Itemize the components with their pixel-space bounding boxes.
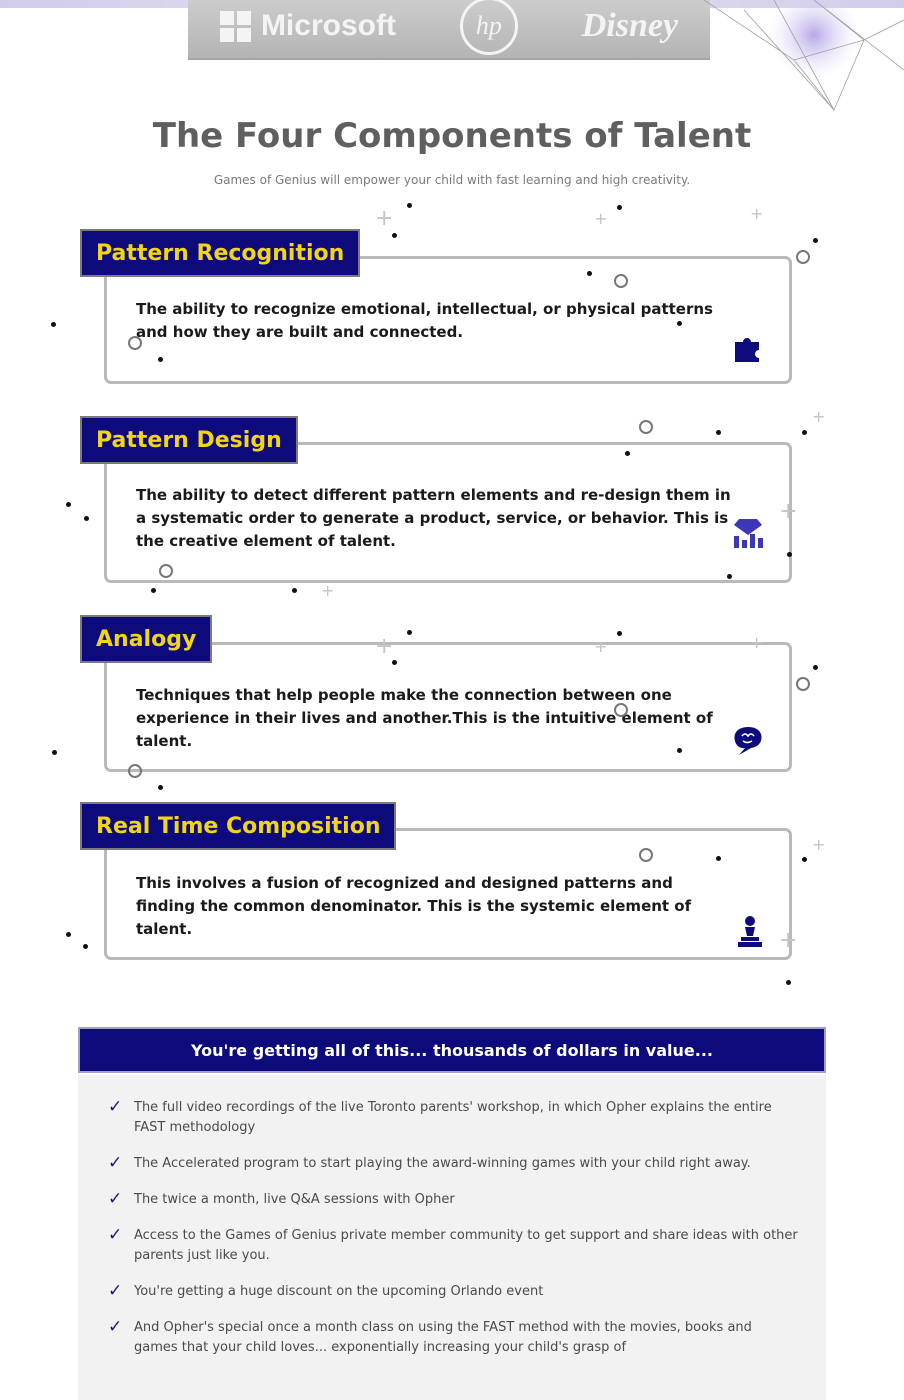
checkmark-icon: ✓ bbox=[108, 1153, 123, 1173]
disney-logo-text: Disney bbox=[581, 7, 679, 44]
component-title-real-time-composition: Real Time Composition bbox=[80, 802, 396, 850]
component-description-analogy: Techniques that help people make the connection between one experience in their lives and another.This is the intuitive element of talent. bbox=[136, 686, 713, 750]
windows-icon bbox=[220, 11, 251, 42]
benefit-item bbox=[108, 1098, 798, 1138]
geometric-decoration bbox=[704, 0, 904, 120]
value-banner: You're getting all of this... thousands of dollars in value... bbox=[78, 1027, 826, 1073]
component-description-real-time-composition: This involves a fusion of recognized and designed patterns and finding the common denominator. This is the systemic element of talent. bbox=[136, 874, 692, 938]
benefit-item bbox=[108, 1154, 798, 1174]
brain-bubble-icon bbox=[731, 724, 765, 758]
benefit-item bbox=[108, 1282, 798, 1302]
checkmark-icon: ✓ bbox=[108, 1317, 123, 1337]
benefit-item bbox=[108, 1190, 798, 1210]
component-title-pattern-design: Pattern Design bbox=[80, 416, 298, 464]
checkmark-icon: ✓ bbox=[108, 1189, 123, 1209]
component-title-pattern-recognition: Pattern Recognition bbox=[80, 229, 360, 277]
benefit-item bbox=[108, 1318, 798, 1358]
benefit-text: You're getting a huge discount on the upcoming Orlando event bbox=[134, 1284, 544, 1299]
component-description-pattern-design: The ability to detect different pattern elements and re-design them in a systematic order to generate a product, service, or behavior. This is the creative element of talent. bbox=[136, 486, 731, 550]
microsoft-logo-text: Microsoft bbox=[260, 9, 396, 42]
client-logo-strip bbox=[188, 0, 710, 60]
disney-logo bbox=[582, 7, 678, 45]
benefit-text: The Accelerated program to start playing the award-winning games with your child right away. bbox=[134, 1156, 751, 1171]
benefit-text: The twice a month, live Q&A sessions with Opher bbox=[134, 1192, 455, 1207]
microsoft-logo bbox=[220, 9, 396, 43]
benefit-text: And Opher's special once a month class on using the FAST method with the movies, books and games that your child loves... exponentially increasing your child's grasp of bbox=[134, 1320, 752, 1355]
component-title-analogy: Analogy bbox=[80, 615, 212, 663]
checkmark-icon: ✓ bbox=[108, 1097, 123, 1117]
chess-pawn-icon bbox=[733, 914, 767, 948]
puzzle-icon bbox=[731, 330, 765, 364]
component-description-pattern-recognition: The ability to recognize emotional, intellectual, or physical patterns and how they are built and connected. bbox=[136, 300, 713, 341]
benefit-text: Access to the Games of Genius private member community to get support and share ideas with other parents just like you. bbox=[134, 1228, 798, 1263]
benefit-text: The full video recordings of the live Toronto parents' workshop, in which Opher explains the entire FAST methodology bbox=[134, 1100, 772, 1135]
benefit-item bbox=[108, 1226, 798, 1266]
hp-logo bbox=[460, 0, 518, 55]
diamond-chart-icon bbox=[731, 516, 765, 550]
page: Microsoft hp Disney The Four Components of Talent Games of Genius will empower your child with fast learning and high creativity. Pattern Recognition The ability to recognize emotional, intellectual, or physical patterns and how they are built and connected. Pattern Design The ability to detect different pattern elements and re-design them in a systematic order to generate a product, service, or behavior. This is the creative element of talent. Analogy Techniques that help people make the connection between one experience in their lives and another.This is the intuitive element of talent. Real Time Composition This involves a fusion of recognized and designed patterns and finding the common denominator. This is the systemic element of talent. + + + + + + + + + + + You're getting all of this... thousands of dollars in value... ✓ The full video recordings of the live Toronto parents' workshop, in which Opher explains the entire FAST methodology ✓ The Accelerated program to start playing the award-winning games with your child right away. ✓ The twice a month, live Q&A sessions with Opher ✓ Access to the Games of Genius private member community to get support and share ideas with other parents just like you. ✓ You're getting a huge discount on the upcoming Orlando event ✓ And Opher's special once a month class on using the FAST method with the movies, books and games that your child loves... exponentially increasing your child's grasp of bbox=[0, 0, 904, 1400]
hp-logo-text: hp bbox=[475, 11, 502, 40]
checkmark-icon: ✓ bbox=[108, 1225, 123, 1245]
checkmark-icon: ✓ bbox=[108, 1281, 123, 1301]
page-subtitle: Games of Genius will empower your child with fast learning and high creativity. bbox=[213, 173, 691, 187]
benefits-list bbox=[108, 1098, 798, 1374]
page-title: The Four Components of Talent bbox=[152, 116, 752, 156]
